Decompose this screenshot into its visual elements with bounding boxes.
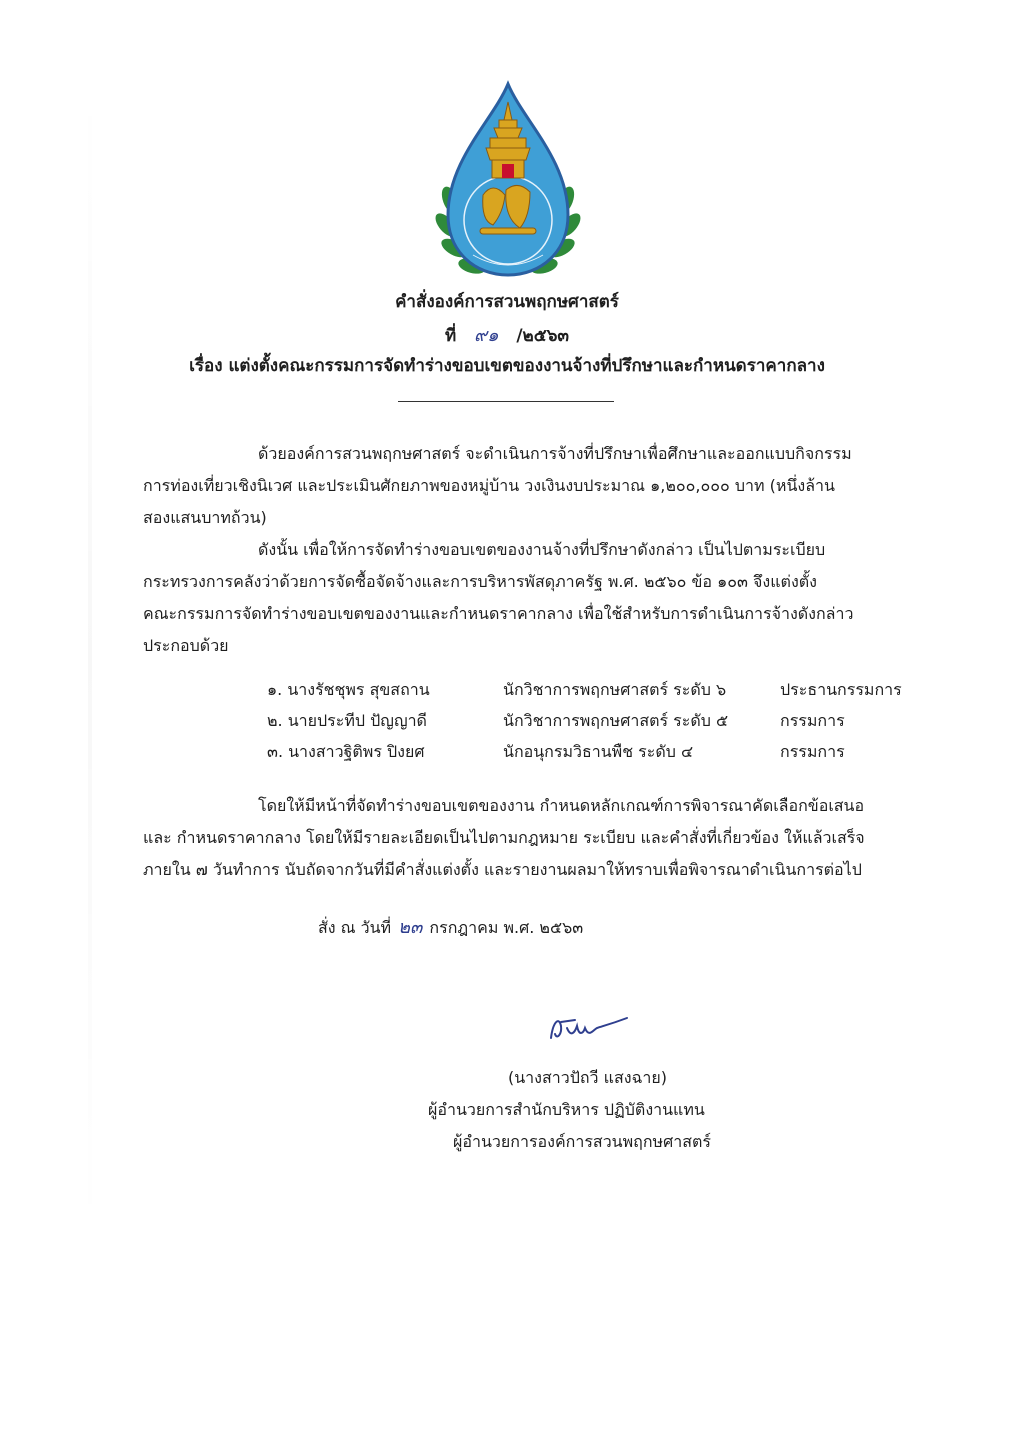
handwritten-signature-icon [545,1008,635,1048]
order-title: คำสั่งองค์การสวนพฤกษศาสตร์ [395,292,619,312]
member-row [267,705,947,736]
paragraph-line: โดยให้มีหน้าที่จัดทำร่างขอบเขตของงาน กำหนดหลักเกณฑ์การพิจารณาคัดเลือกข้อเสนอ [258,796,865,815]
signatory-name: (นางสาวปัถวี แสงฉาย) [508,1068,668,1087]
date-prefix: สั่ง ณ วันที่ [318,918,392,937]
paragraph-line: ภายใน ๗ วันทำการ นับถัดจากวันที่มีคำสั่งแต่งตั้ง และรายงานผลมาให้ทราบเพื่อพิจารณาดำเนินการต่อไป [143,860,862,879]
botanical-garden-emblem-icon [428,80,588,285]
number-handwritten: ๙๑ [473,325,499,346]
member-position: นักอนุกรมวิธานพืช ระดับ ๔ [503,742,694,761]
paragraph-line: สองแสนบาทถ้วน) [143,508,267,527]
member-role: ประธานกรรมการ [780,680,902,699]
paragraph-line: ประกอบด้วย [143,636,229,655]
number-prefix: ที่ [444,326,457,346]
paragraph-line: และ กำหนดราคากลาง โดยให้มีรายละเอียดเป็นไปตามกฎหมาย ระเบียบ และคำสั่งที่เกี่ยวข้อง ให้แล้วเสร็จ [143,828,865,847]
committee-members-list [267,674,947,767]
order-date [318,912,583,941]
order-subject: เรื่อง แต่งตั้งคณะกรรมการจัดทำร่างขอบเขตของงานจ้างที่ปรึกษาและกำหนดราคากลาง [189,356,825,376]
paragraph-line: คณะกรรมการจัดทำร่างขอบเขตของงานและกำหนดราคากลาง เพื่อใช้สำหรับการดำเนินการจ้างดังกล่าว [143,604,854,623]
title-divider [398,401,614,402]
member-row [267,674,947,705]
date-day-handwritten: ๒๓ [398,917,423,938]
date-month-year: กรกฎาคม พ.ศ. ๒๕๖๓ [429,918,584,937]
member-name: ๓. นางสาวฐิติพร ปิงยศ [267,742,425,761]
member-position: นักวิชาการพฤกษศาสตร์ ระดับ ๕ [503,711,729,730]
member-position: นักวิชาการพฤกษศาสตร์ ระดับ ๖ [503,680,727,699]
member-role: กรรมการ [780,742,845,761]
member-row [267,736,947,767]
scan-shadow [88,80,92,1240]
paragraph-appointment [143,534,923,662]
paragraph-background [143,438,923,534]
paragraph-duties [143,790,923,886]
paragraph-line: การท่องเที่ยวเชิงนิเวศ และประเมินศักยภาพของหมู่บ้าน วงเงินงบประมาณ ๑,๒๐๐,๐๐๐ บาท (หนึ่งล้าน [143,476,835,495]
signatory-title: ผู้อำนวยการองค์การสวนพฤกษศาสตร์ [453,1132,711,1151]
member-name: ๑. นางรัชชุพร สุขสถาน [267,680,430,699]
paragraph-line: ดังนั้น เพื่อให้การจัดทำร่างขอบเขตของงานจ้างที่ปรึกษาดังกล่าว เป็นไปตามระเบียบ [258,540,826,559]
signatory-title: ผู้อำนวยการสำนักบริหาร ปฏิบัติงานแทน [428,1100,705,1119]
order-number [0,320,1014,349]
member-role: กรรมการ [780,711,845,730]
paragraph-line: กระทรวงการคลังว่าด้วยการจัดซื้อจัดจ้างและการบริหารพัสดุภาครัฐ พ.ศ. ๒๕๖๐ ข้อ ๑๐๓ จึงแต่งตั้ง [143,572,817,591]
paragraph-line: ด้วยองค์การสวนพฤกษศาสตร์ จะดำเนินการจ้างที่ปรึกษาเพื่อศึกษาและออกแบบกิจกรรม [258,444,852,463]
number-suffix: /๒๕๖๓ [516,326,570,346]
member-name: ๒. นายประทีป ปัญญาดี [267,711,427,730]
